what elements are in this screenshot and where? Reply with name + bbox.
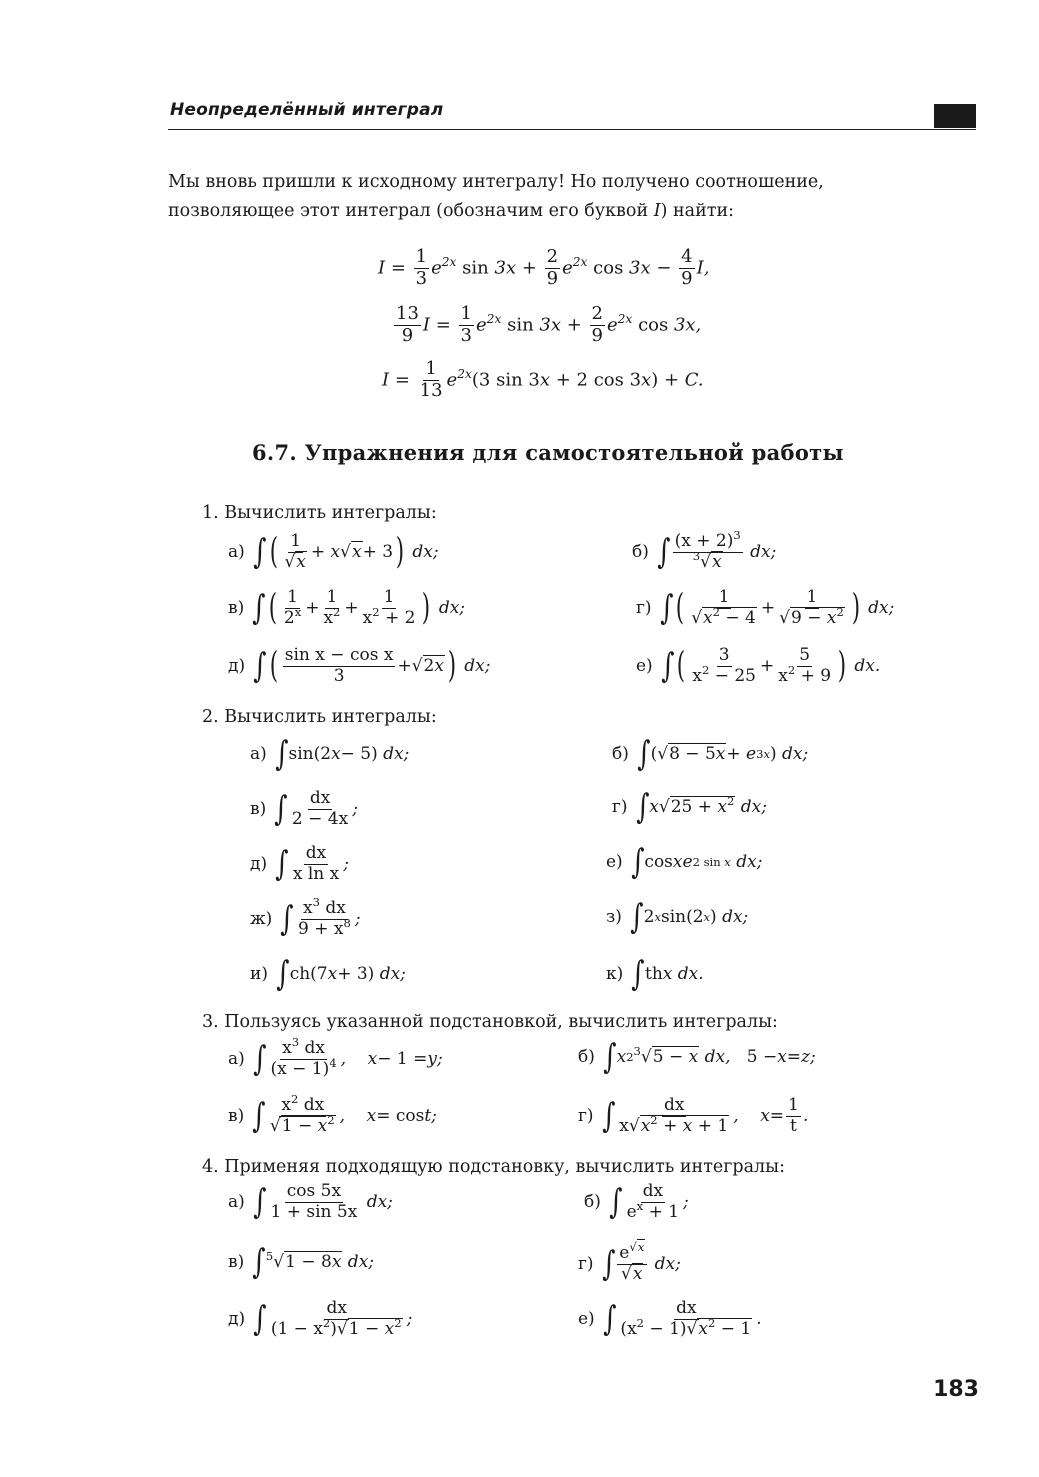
equation-1: I = $\frac{1}{3}$ $e^{2x}$ sin 3x + $\frac{2}{9}$ $e^{2x}$ cos 3x − $\frac{4}{9}$ I,	[378, 246, 710, 289]
ex1-item-g: г) ∫ ( $\frac{1}{√x^2 - 4}$ + $\frac{1}{√9 - x^2}$ ) dx;	[636, 587, 895, 629]
ex2-item-g: г) ∫ x $√25 + x^2$ dx;	[612, 787, 767, 827]
ex2-item-d: д) ∫ $\frac{dx}{\text{x ln x}}$ ;	[250, 843, 349, 885]
ex1-item-a: а) ∫ ( $\frac{1}{√x}$ + x √x + 3 ) dx;	[228, 531, 439, 573]
ex2-item-a: а) ∫ sin(2 x − 5) dx;	[250, 734, 410, 774]
ex2-item-zh: ж) ∫ $\frac{x^3 dx}{9 + x^8}$ ;	[250, 895, 361, 940]
ex4-item-e: е) ∫ $\frac{dx}{(x^2 - 1)√x^2 - 1}$ .	[578, 1298, 762, 1340]
running-header	[168, 97, 976, 130]
ex1-item-e: е) ∫ ( $\frac{3}{x^2 - 25}$ + $\frac{5}{x^2 + 9}$ ) dx.	[636, 645, 881, 687]
ex2-item-z: з) ∫ 2 x sin(2 x ) dx;	[606, 897, 749, 937]
exercise-2-heading: 2. Вычислить интегралы:	[202, 707, 437, 727]
exercise-1-heading: 1. Вычислить интегралы:	[202, 503, 437, 523]
ex2-item-i: и) ∫ ch(7 x + 3) dx;	[250, 954, 406, 994]
ex3-item-v: в) ∫ $\frac{x^2 dx}{√1 - x^2}$ , x = cos t;	[228, 1092, 437, 1137]
intro-line-1: Мы вновь пришли к исходному интегралу! Но получено соотношение,	[168, 172, 824, 192]
ex4-item-v: в) ∫ $^5$√1 − 8x dx;	[228, 1242, 375, 1282]
equation-3: I = $\frac{1}{13}$ $e^{2x}(3$ sin 3x + 2 cos 3x) + C.	[382, 358, 704, 401]
ex3-item-a: а) ∫ $\frac{x^3 dx}{(x - 1)^4}$ , x − 1 = y;	[228, 1035, 443, 1080]
ex1-item-d: д) ∫ ( $\frac{\text{sin x − cos x}}{3}$ + √2x ) dx;	[228, 645, 491, 687]
running-title: Неопределённый интеграл	[170, 100, 444, 120]
intro-paragraph	[168, 168, 938, 226]
equation-2: $\frac{13}{9}$ I = $\frac{1}{3}$ $e^{2x}$ sin 3x + $\frac{2}{9}$ $e^{2x}$ cos 3x,	[396, 303, 702, 346]
ex4-item-b: б) ∫ $\frac{dx}{e^x + 1}$ ;	[584, 1181, 689, 1223]
ex3-item-b: б) ∫ x 2 $^3$√5 − x dx, 5 − x = z;	[578, 1037, 816, 1077]
ex4-item-g: г) ∫ $\frac{e^{√x}}{√x}$ dx;	[578, 1240, 681, 1285]
ex3-item-g: г) ∫ $\frac{dx}{x√x^2 + x + 1}$ , x = $\frac{1}{t}$ .	[578, 1095, 809, 1137]
page-number: 183	[933, 1377, 979, 1402]
ex4-item-d: д) ∫ $\frac{dx}{(1 - x^2)√1 - x^2}$ ;	[228, 1298, 413, 1340]
ex4-item-a: а) ∫ $\frac{\cos 5x}{1 + \sin 5x}$ dx;	[228, 1181, 393, 1223]
ex1-item-b: б) ∫ $\frac{(x + 2)^3}{^3√x}$ dx;	[632, 528, 777, 573]
intro-line-2: позволяющее этот интеграл (обозначим его буквой I) найти:	[168, 201, 735, 221]
ex1-item-v: в) ∫ ( $\frac{1}{2^x}$ + $\frac{1}{x^2}$ + $\frac{1}{x^2 + 2}$ ) dx;	[228, 587, 466, 629]
exercise-3-heading: 3. Пользуясь указанной подстановкой, вычислить интегралы:	[202, 1012, 778, 1032]
section-title: 6.7. Упражнения для самостоятельной работы	[252, 440, 844, 465]
ex2-item-v: в) ∫ $\frac{dx}{2 - 4x}$ ;	[250, 788, 358, 830]
chapter-tab-marker	[934, 104, 976, 128]
exercise-4-heading: 4. Применяя подходящую подстановку, вычислить интегралы:	[202, 1157, 786, 1177]
ex2-item-k: к) ∫ th x dx.	[606, 954, 704, 994]
ex2-item-b: б) ∫ ( √8 − 5x + e 3x ) dx;	[612, 734, 809, 774]
ex2-item-e: е) ∫ cos xe 2 sin x dx;	[606, 842, 763, 882]
